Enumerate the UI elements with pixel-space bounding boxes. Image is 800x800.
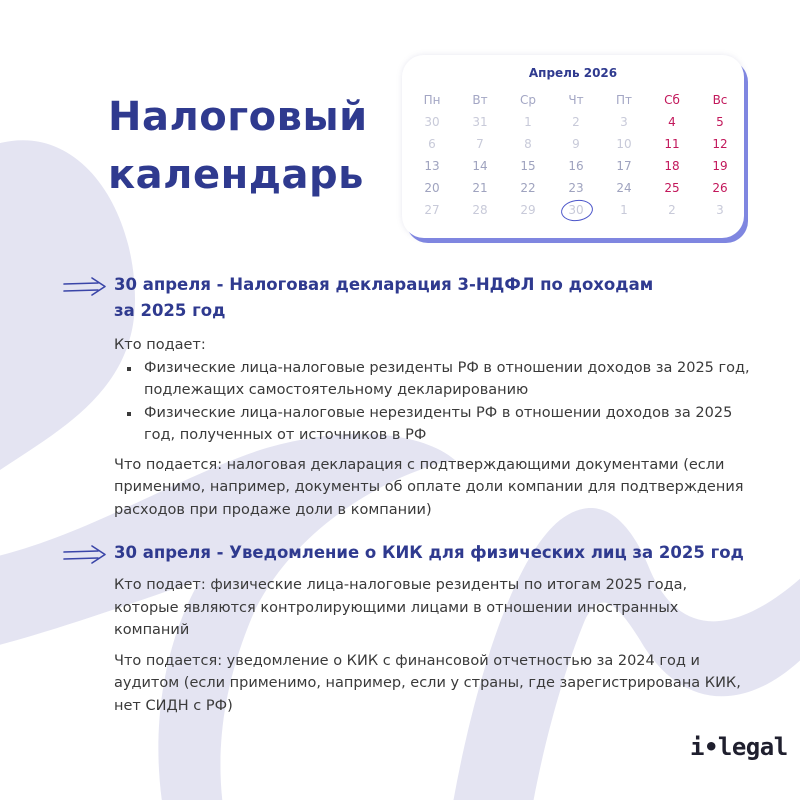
calendar-day: 24	[616, 181, 632, 195]
calendar-day: 2	[572, 115, 580, 129]
list-item: Физические лица-налоговые резиденты РФ в отношении доходов за 2025 год, подлежащих самостоятельному декларированию	[122, 357, 754, 402]
calendar-day: 9	[572, 137, 580, 151]
calendar-day-next-month: 2	[668, 203, 676, 217]
calendar-day-weekend: 19	[712, 159, 728, 173]
calendar-card	[402, 55, 744, 238]
calendar-day-weekend: 4	[668, 115, 676, 129]
title-line-2: календарь	[108, 152, 364, 198]
who-files-label: Кто подает:	[114, 337, 206, 353]
weekday-thu: Чт	[568, 93, 584, 107]
calendar-day: 13	[424, 159, 440, 173]
calendar-day-next-month: 1	[620, 203, 628, 217]
calendar-day: 14	[472, 159, 488, 173]
calendar-month-label: Апрель 2026	[528, 66, 618, 80]
calendar-day: 6	[428, 137, 436, 151]
calendar-day: 21	[472, 181, 488, 195]
double-arrow-right-icon	[62, 544, 108, 566]
section-title: 30 апреля - Налоговая декларация 3-НДФЛ по доходам за 2025 год	[114, 275, 654, 320]
calendar-day-highlighted: 30	[552, 199, 600, 221]
weekday-tue: Вт	[472, 93, 488, 107]
calendar-day: 7	[476, 137, 484, 151]
calendar-day-next-month: 3	[716, 203, 724, 217]
calendar-day: 17	[616, 159, 632, 173]
who-files-list	[122, 357, 754, 447]
calendar-day: 10	[616, 137, 632, 151]
calendar-day: 27	[424, 203, 440, 217]
calendar-day: 20	[424, 181, 440, 195]
list-item: Физические лица-налоговые нерезиденты РФ в отношении доходов за 2025 год, полученных от источников в РФ	[122, 402, 754, 447]
section-title: 30 апреля - Уведомление о КИК для физических лиц за 2025 год	[114, 543, 744, 562]
calendar-day-weekend: 25	[664, 181, 680, 195]
calendar-day-weekend: 5	[716, 115, 724, 129]
weekday-wed: Ср	[520, 93, 536, 107]
calendar-day: 30	[424, 115, 440, 129]
calendar-day: 31	[472, 115, 488, 129]
calendar-day-weekend: 18	[664, 159, 680, 173]
calendar-day: 23	[568, 181, 584, 195]
calendar-day: 15	[520, 159, 536, 173]
deadline-section-3ndfl	[114, 272, 754, 521]
what-files-text: Что подается: налоговая декларация с подтверждающими документами (если применимо, например, документы об оплате доли компании для подтверждения расходов при продаже доли в компании)	[114, 456, 744, 518]
title-line-1: Налоговый	[108, 94, 368, 140]
calendar-day-weekend: 12	[712, 137, 728, 151]
who-files-text: Кто подает: физические лица-налоговые резиденты по итогам 2025 года, которые являются контролирующими лицами в отношении иностранных компаний	[114, 577, 688, 638]
calendar-day: 3	[620, 115, 628, 129]
weekday-sun: Вс	[712, 93, 728, 107]
calendar-day: 8	[524, 137, 532, 151]
deadline-section-kik	[114, 540, 754, 717]
calendar-day-weekend: 11	[664, 137, 680, 151]
page-title	[108, 88, 368, 204]
calendar-day: 1	[524, 115, 532, 129]
weekday-fri: Пт	[615, 93, 632, 107]
calendar-day: 28	[472, 203, 488, 217]
double-arrow-right-icon	[62, 276, 108, 298]
calendar-day: 22	[520, 181, 536, 195]
ilegal-logo: i•legal	[690, 733, 788, 761]
weekday-mon: Пн	[423, 93, 441, 107]
what-files-text: Что подается: уведомление о КИК с финансовой отчетностью за 2024 год и аудитом (если применимо, например, если у страны, где зарегистрирована КИК, нет СИДН с РФ)	[114, 652, 741, 714]
weekday-sat: Сб	[664, 93, 680, 107]
calendar-day: 16	[568, 159, 584, 173]
calendar-day-weekend: 26	[712, 181, 728, 195]
calendar-day: 29	[520, 203, 536, 217]
calendar-grid	[408, 89, 744, 221]
